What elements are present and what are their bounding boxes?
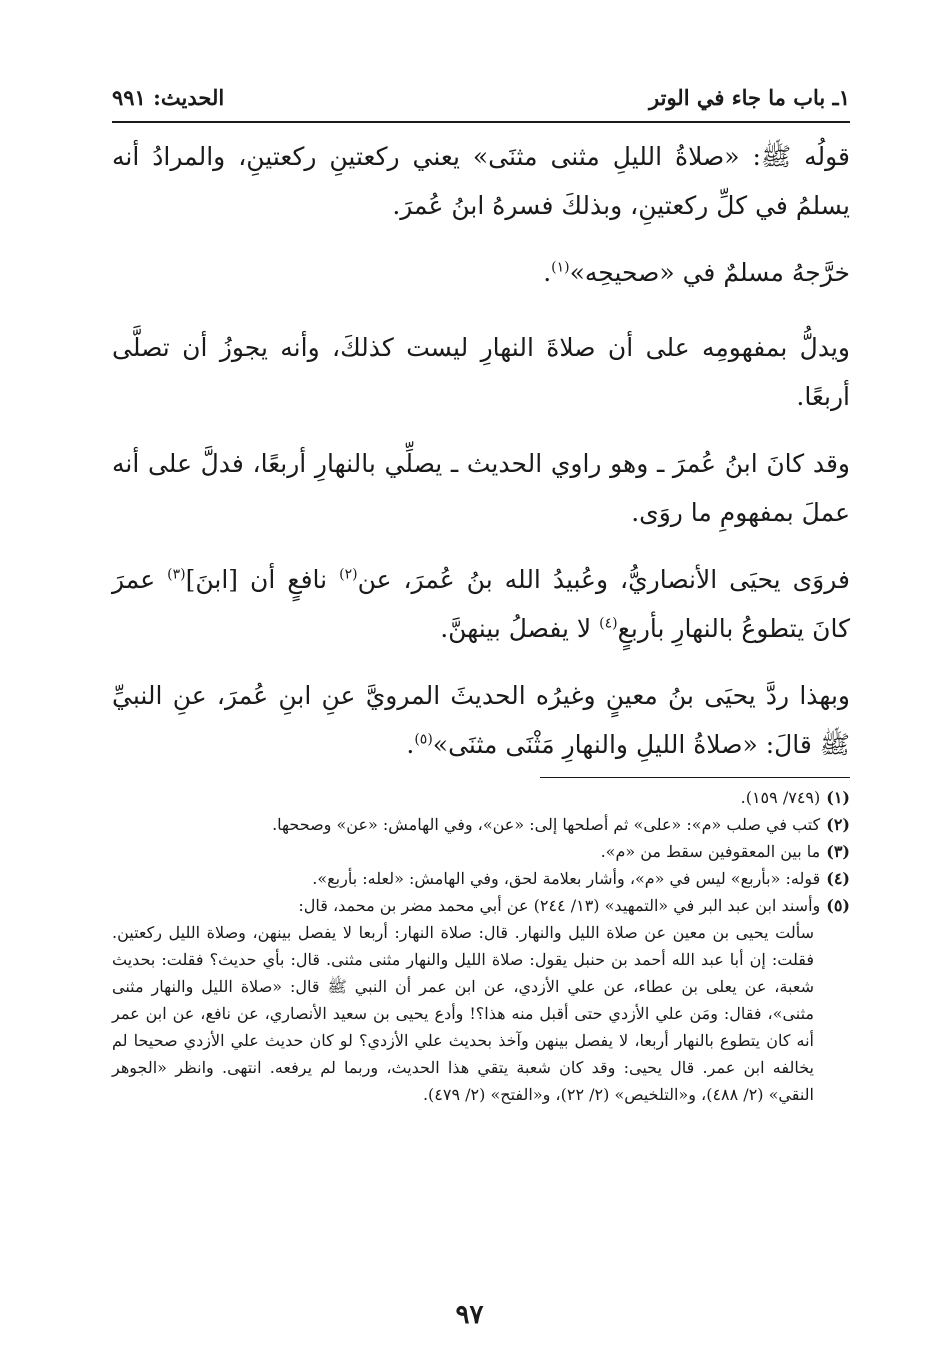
chapter-title: ١ـ باب ما جاء في الوتر bbox=[649, 84, 850, 110]
footnote-quote: سألت يحيى بن معين عن صلاة الليل والنهار. قال: صلاة النهار: أربعا لا يفصل بينهن، وصلاة الليل ركعتين. فقلت: إن أبا عبد الله أحمد بن حنبل يقول: صلاة الليل والنهار مثنى مثنى. قال: بأي حديث؟ فقلت: بحديث شعبة، عن يعلى بن عطاء، عن علي الأزدي، عن ابن عمر أن النبي ﷺ قال: «صلاة الليل والنهار مثنى مثنى»، فقال: ومَن علي الأزدي حتى أقبل منه هذا؟! وأدع يحيى بن سعيد الأنصاري، عن نافع، عن ابن عمر أنه كان يتطوع بالنهار أربعا، لا يفصل بينهن وآخذ بحديث علي الأزدي؟ لو كان حديث علي الأزدي صحيحا لم يخالفه ابن عمر. قال يحيى: وقد كان شعبة يتقي هذا الحديث، وربما لم يرفعه. انتهى. وانظر «الجوهر النقي» (٢/ ٤٨٨)، و«التلخيص» (٢/ ٢٢)، و«الفتح» (٢/ ٤٧٩). bbox=[112, 923, 814, 1104]
footnote-ref: (١) bbox=[551, 259, 570, 276]
footnote: (٥)وأسند ابن عبد البر في «التمهيد» (١٣/ ٢٤٤) عن أبي محمد مضر بن محمد، قال: سألت يحيى بن معين عن صلاة الليل والنهار. قال: صلاة النهار: أربعا لا يفصل بينهن، وصلاة الليل ركعتين. فقلت: إن أبا عبد الله أحمد بن حنبل يقول: صلاة الليل والنهار مثنى مثنى. قال: بأي حديث؟ فقلت: بحديث شعبة، عن يعلى بن عطاء، عن علي الأزدي، عن ابن عمر أن النبي ﷺ قال: «صلاة الليل والنهار مثنى مثنى»، فقال: ومَن علي الأزدي حتى أقبل منه هذا؟! وأدع يحيى بن سعيد الأنصاري، عن نافع، عن ابن عمر أنه كان يتطوع بالنهار أربعا، لا يفصل بينهن وآخذ بحديث علي الأزدي؟ لو كان حديث علي الأزدي صحيحا لم يخالفه ابن عمر. قال يحيى: وقد كان شعبة يتقي هذا الحديث، وربما لم يرفعه. انتهى. وانظر «الجوهر النقي» (٢/ ٤٨٨)، و«التلخيص» (٢/ ٢٢)، و«الفتح» (٢/ ٤٧٩). bbox=[112, 892, 850, 1108]
running-header bbox=[112, 80, 850, 114]
footnote: (٢)كتب في صلب «م»: «على» ثم أصلحها إلى: «عن»، وفي الهامش: «عن» وصححها. bbox=[272, 815, 850, 834]
footnote: (١)(٧٤٩/ ١٥٩). bbox=[740, 788, 850, 807]
paragraph: وقد كانَ ابنُ عُمرَ ـ وهو راوي الحديث ـ يصلِّي بالنهارِ أربعًا، فدلَّ على أنه عملَ بمفهومِ ما روَى. bbox=[112, 449, 850, 527]
paragraph: ويدلُّ بمفهومِه على أن صلاةَ النهارِ ليست كذلكَ، وأنه يجوزُ أن تصلَّى أربعًا. bbox=[112, 333, 850, 411]
paragraph: وبهذا ردَّ يحيَى بنُ معينٍ وغيرُه الحديثَ المرويَّ عنِ ابنِ عُمرَ، عنِ النبيِّ ﷺ قالَ: «صلاةُ الليلِ والنهارِ مَثْنَى مثنَى»$^{(٥)}$. bbox=[112, 681, 850, 759]
footnote-ref: (٥) bbox=[414, 731, 433, 748]
footnotes bbox=[112, 784, 850, 1108]
footnote-ref: (٣) bbox=[167, 566, 186, 583]
hadith-number: الحديث: ٩٩١ bbox=[112, 84, 225, 110]
footnote-ref: (٢) bbox=[339, 566, 358, 583]
paragraph: قولُه ﷺ: «صلاةُ الليلِ مثنى مثنَى» يعني ركعتينِ ركعتينِ، والمرادُ أنه يسلمُ في كلِّ ركعتينِ، وبذلكَ فسرهُ ابنُ عُمرَ. bbox=[112, 142, 850, 220]
paragraph: فروَى يحيَى الأنصاريُّ، وعُبيدُ الله بنُ عُمرَ، عن$^{(٢)}$ نافعٍ أن [ابنَ]$^{(٣)}$ عمرَ كانَ يتطوعُ بالنهارِ بأربعٍ$^{(٤)}$ لا يفصلُ بينهنَّ. bbox=[112, 565, 850, 643]
footnote-ref: (٤) bbox=[599, 615, 618, 632]
page-number: ٩٧ bbox=[455, 1300, 484, 1330]
footnote: (٤)قوله: «بأربع» ليس في «م»، وأشار بعلامة لحق، وفي الهامش: «لعله: بأربع». bbox=[312, 869, 850, 888]
footnote-separator bbox=[540, 777, 850, 778]
main-text bbox=[112, 132, 850, 787]
header-rule bbox=[112, 121, 850, 123]
footnote: (٣)ما بين المعقوفين سقط من «م». bbox=[600, 842, 850, 861]
paragraph: خرَّجهُ مسلمٌ في «صحيحِه»$^{(١)}$. bbox=[543, 258, 850, 287]
